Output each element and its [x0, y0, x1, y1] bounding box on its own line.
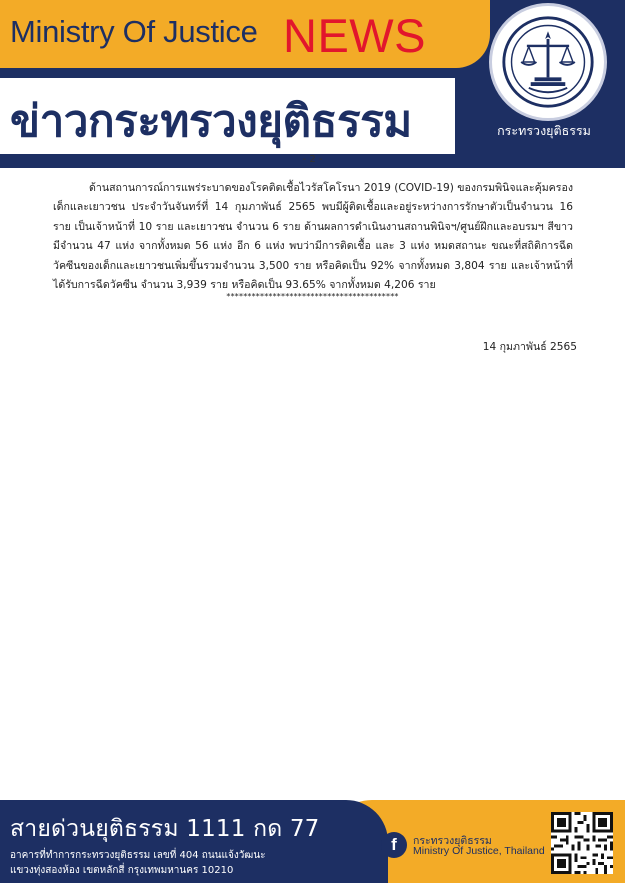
section-separator: *****************************************: [226, 292, 399, 301]
news-paragraph: ด้านสถานการณ์การแพร่ระบาดของโรคติดเชื้อไวรัสโคโรนา 2019 (COVID-19) ของกรมพินิจและคุ้มครองเด็กและเยาวชน ประจำวันจันทร์ที่ 14 กุมภาพันธ์ 2565 พบมีผู้ติดเชื้อและอยู่ระหว่างการรักษาตัวเป็นจำนวน 16 ราย เป็นเจ้าหน้าที่ 10 ราย และเยาวชน จำนวน 6 ราย ด้านผลการดำเนินงานสถานพินิจฯ/ศูนย์ฝึกและอบรมฯ สีขาว มีจำนวน 47 แห่ง จากทั้งหมด 56 แห่ง อีก 6 แห่ง พบว่ามีการติดเชื้อ และ 3 แห่ง หมดสถานะ ขณะที่สถิติการฉีดวัคซีนของเด็กและเยาวชนเพิ่มขึ้นรวมจำนวน 3,500 ราย หรือคิดเป็น 92% จากทั้งหมด 3,804 ราย และเจ้าหน้าที่ได้รับการฉีดวัคซีน จำนวน 3,939 ราย หรือคิดเป็น 93.65% จากทั้งหมด 4,206 ราย: [53, 182, 573, 292]
publish-date: 14 กุมภาพันธ์ 2565: [482, 341, 577, 353]
facebook-name-th[interactable]: กระทรวงยุติธรรม: [413, 835, 492, 847]
address-line-2: แขวงทุ่งสองห้อง เขตหลักสี่ กรุงเทพมหานคร 10210: [10, 865, 234, 876]
page-number: - 2 -: [302, 154, 323, 165]
qr-code-icon[interactable]: [551, 812, 613, 874]
hotline-text: สายด่วนยุติธรรม 1111 กด 77: [10, 816, 320, 842]
facebook-name-en[interactable]: Ministry Of Justice, Thailand: [413, 845, 545, 857]
address-text: [10, 848, 266, 878]
header-title-news: NEWS: [283, 9, 426, 62]
facebook-icon[interactable]: f: [381, 832, 407, 858]
seal-caption: กระทรวงยุติธรรม: [497, 123, 591, 138]
ministry-seal-icon: [489, 3, 607, 121]
address-line-1: อาคารที่ทำการกระทรวงยุติธรรม เลขที่ 404 ถนนแจ้งวัฒนะ: [10, 850, 266, 861]
header-title-en: Ministry Of Justice: [10, 14, 258, 49]
header-title-th: ข่าวกระทรวงยุติธรรม: [10, 96, 412, 147]
